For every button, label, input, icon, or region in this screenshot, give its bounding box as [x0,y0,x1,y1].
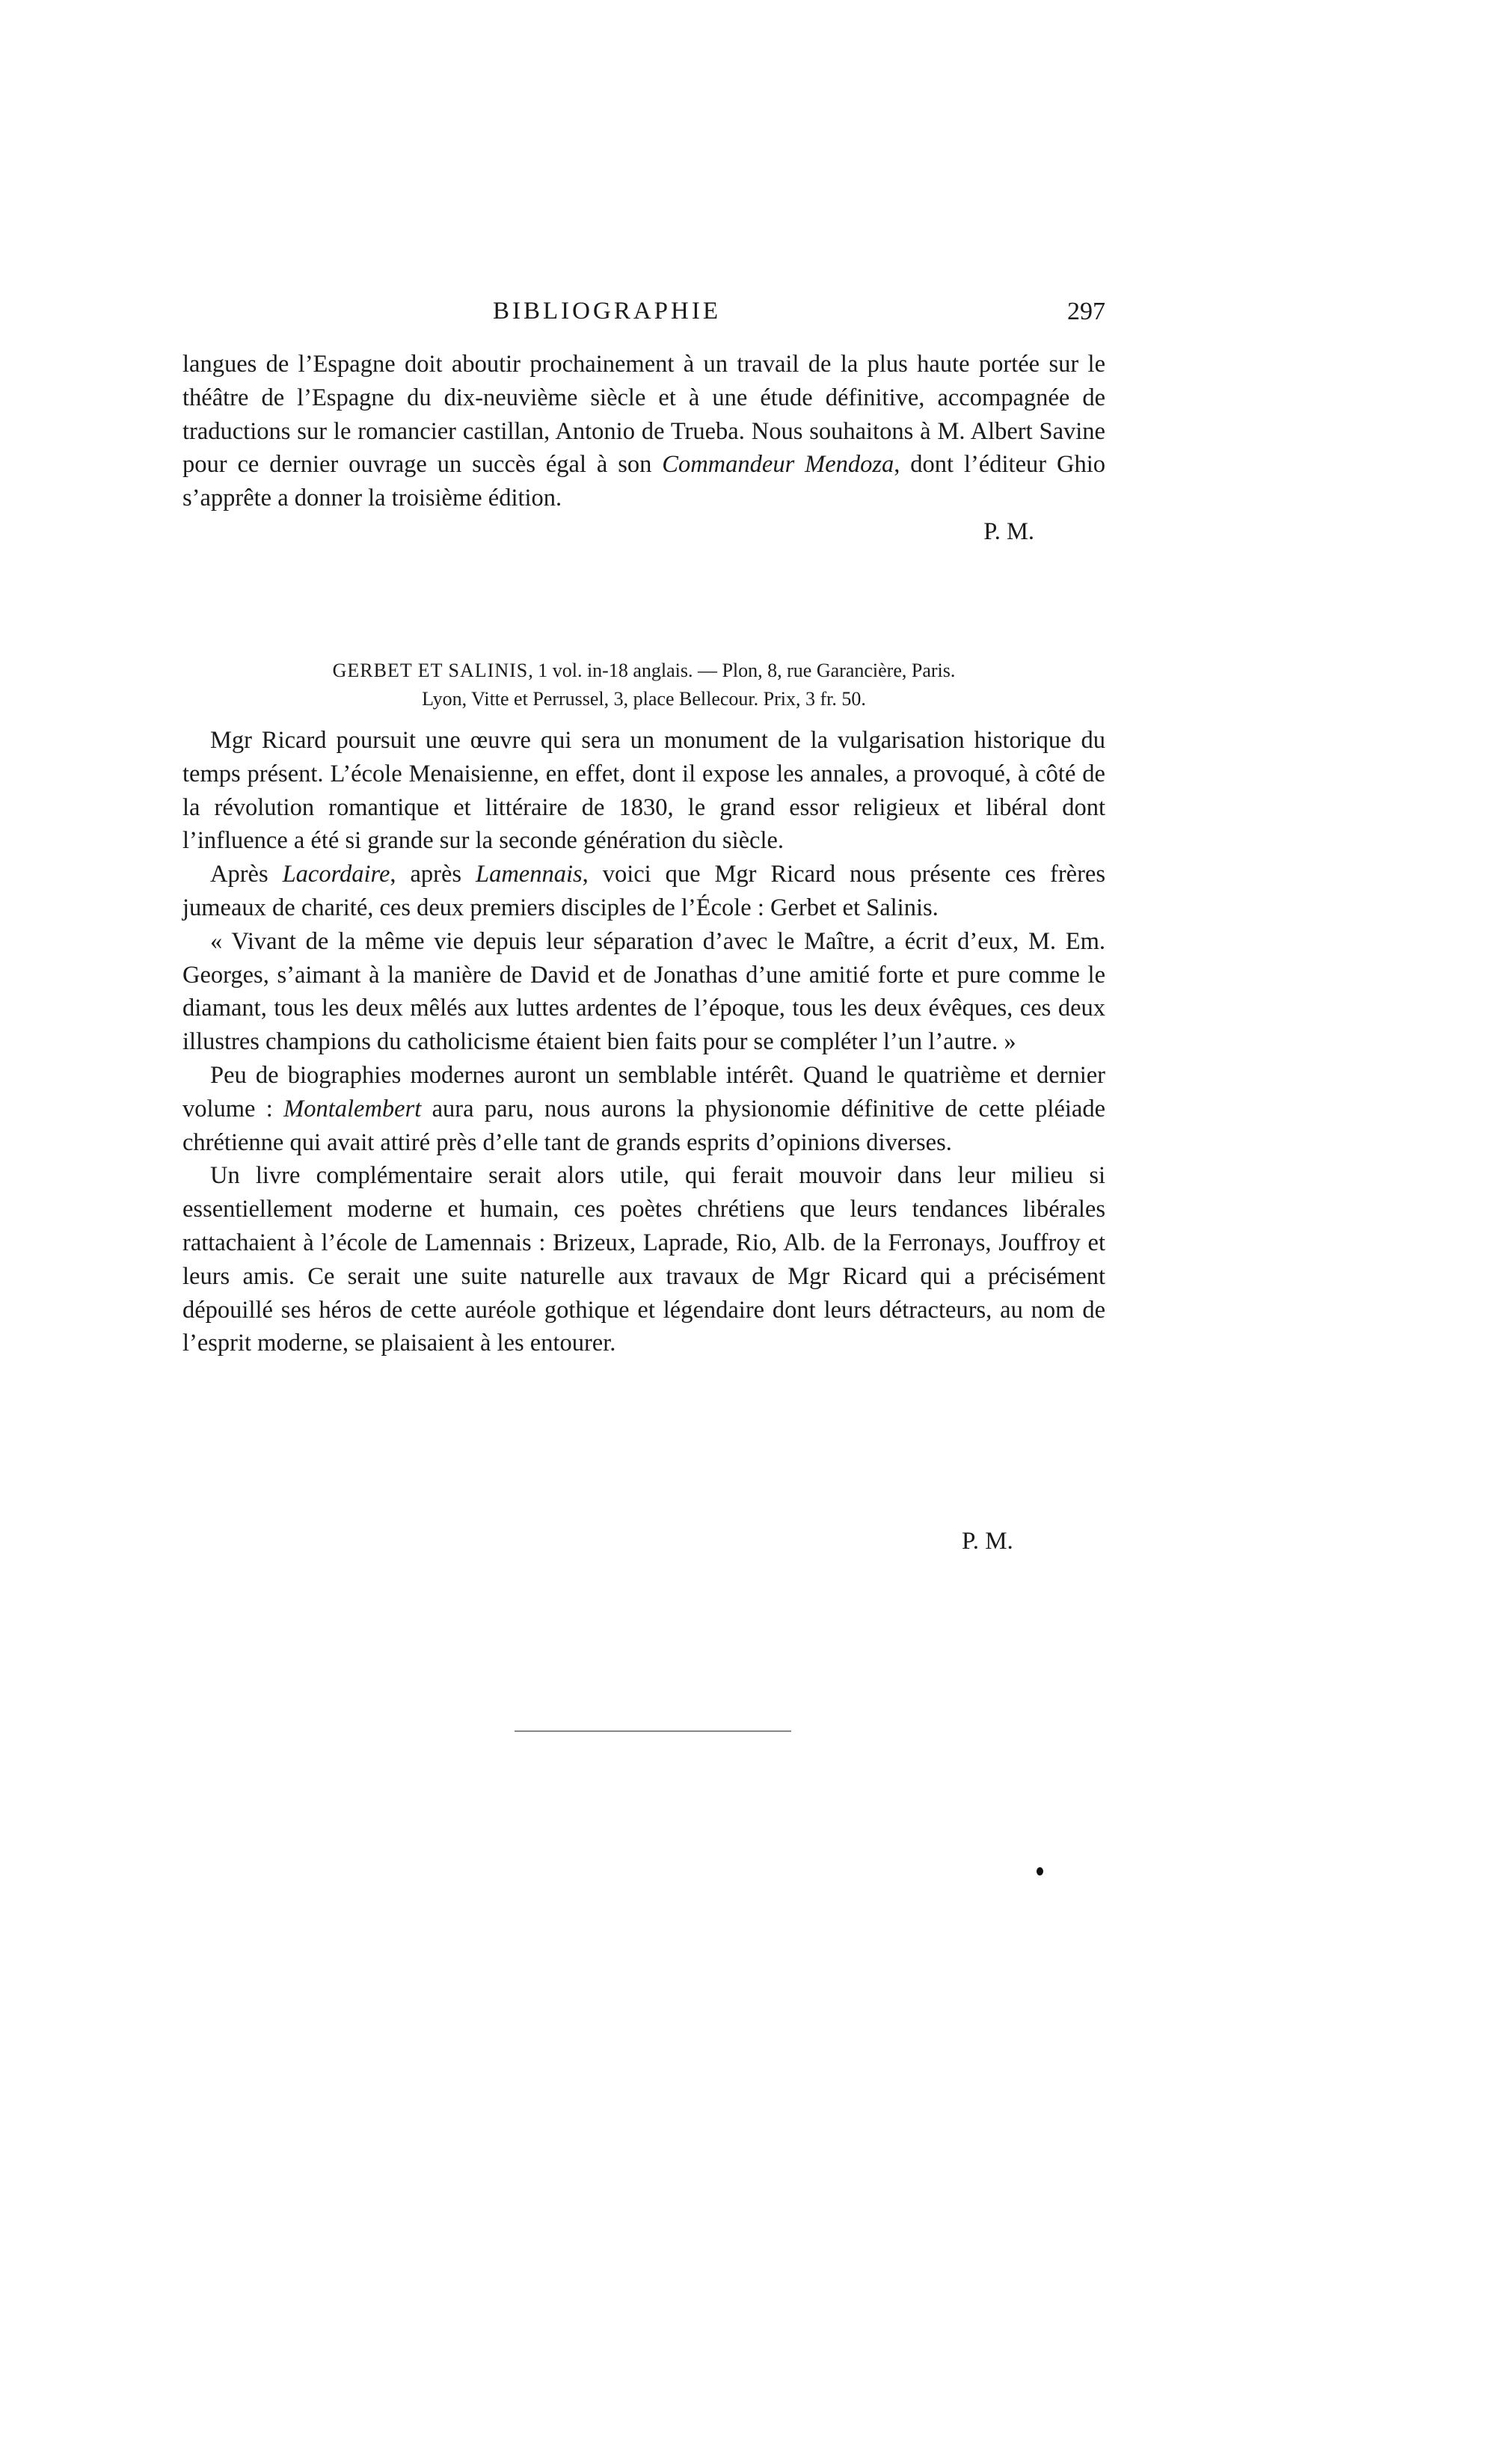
running-title: BIBLIOGRAPHIE [493,298,721,325]
paragraph-text: langues de l’Espagne doit aboutir prochainement à un travail de la plus haute portée sur le théâtre de l’Espagne du dix-neuvième siècle et à une étude définitive, accompagnée de traductions sur le romancier castillan, Antonio de Trueba. Nous souhaitons à M. Albert Savine pour ce dernier ouvrage un succès égal à son [182,351,1105,479]
paragraph-text: , dont l’éditeur Ghio s’apprête a donner la troisième édition. [182,451,1105,512]
paragraph: Un livre complémentaire serait alors utile, qui ferait mouvoir dans leur milieu si essentiellement moderne et humain, ces poètes chrétiens que leurs tendances libérales rattachaient à l’école de Lamennais : Brizeux, Laprade, Rio, Alb. de la Ferronays, Jouffroy et leurs amis. Ce serait une suite naturelle aux travaux de Mgr Ricard qui a précisément dépouillé ses héros de cette auréole gothique et légendaire dont leurs détracteurs, au nom de l’esprit moderne, se plaisaient à les entourer. [182,1162,1105,1357]
book-title: GERBET ET SALINIS [332,660,529,681]
italic-title: Lacordaire [282,861,390,888]
paragraph-text: aura paru, nous aurons la physionomie définitive de cette pléiade chrétienne qui avait attiré près d’elle tant de grands esprits d’opinions diverses. [182,1095,1105,1156]
paragraph-text: , voici que Mgr Ricard nous présente ces frères jumeaux de charité, ces deux premiers disciples de l’École : Gerbet et Salinis. [182,861,1105,921]
paragraph [182,858,1105,925]
ink-speck [1037,1867,1043,1875]
italic-title: Commandeur Mendoza [662,451,894,479]
review-continuation-paragraph [182,348,1105,515]
italic-title: Montalembert [283,1095,422,1122]
publication-details: , 1 vol. in-18 anglais. — Plon, 8, rue Garancière, Paris. [528,660,956,681]
italic-title: Lamennais [476,861,583,888]
signature: P. M. [962,1528,1013,1555]
paragraph-quote: « Vivant de la même vie depuis leur séparation d’avec le Maître, a écrit d’eux, M. Em. Georges, s’aimant à la manière de David et de Jonathas d’une amitié forte et pure comme le diamant, tous les deux mêlés aux luttes ardentes de l’époque, tous les deux évêques, ces deux illustres champions du catholicisme étaient bien faits pour se compléter l’un l’autre. » [182,927,1105,1056]
book-entry-heading-line-2: Lyon, Vitte et Perrussel, 3, place Bellecour. Prix, 3 fr. 50. [422,688,866,710]
paragraph-text: Après [210,861,283,888]
running-head [182,298,1105,335]
end-rule [515,1730,791,1732]
page-number: 297 [1067,298,1105,325]
paragraph [182,1059,1105,1159]
book-entry-heading [182,657,1105,713]
paragraph-text: , après [390,861,476,888]
signature [182,515,1105,549]
review-body [182,724,1105,1360]
paragraph-text: Peu de biographies modernes auront un semblable intérêt. Quand le quatrième et dernier volume : [182,1061,1105,1122]
paragraph: Mgr Ricard poursuit une œuvre qui sera un monument de la vulgarisation historique du temps présent. L’école Menaisienne, en effet, dont il expose les annales, a provoqué, à côté de la révolution romantique et littéraire de 1830, le grand essor religieux et libéral dont l’influence a été si grande sur la seconde génération du siècle. [182,727,1105,855]
review-continuation [182,348,1105,549]
book-entry-heading-line-1 [182,657,1105,685]
signature-text: P. M. [983,517,1034,545]
